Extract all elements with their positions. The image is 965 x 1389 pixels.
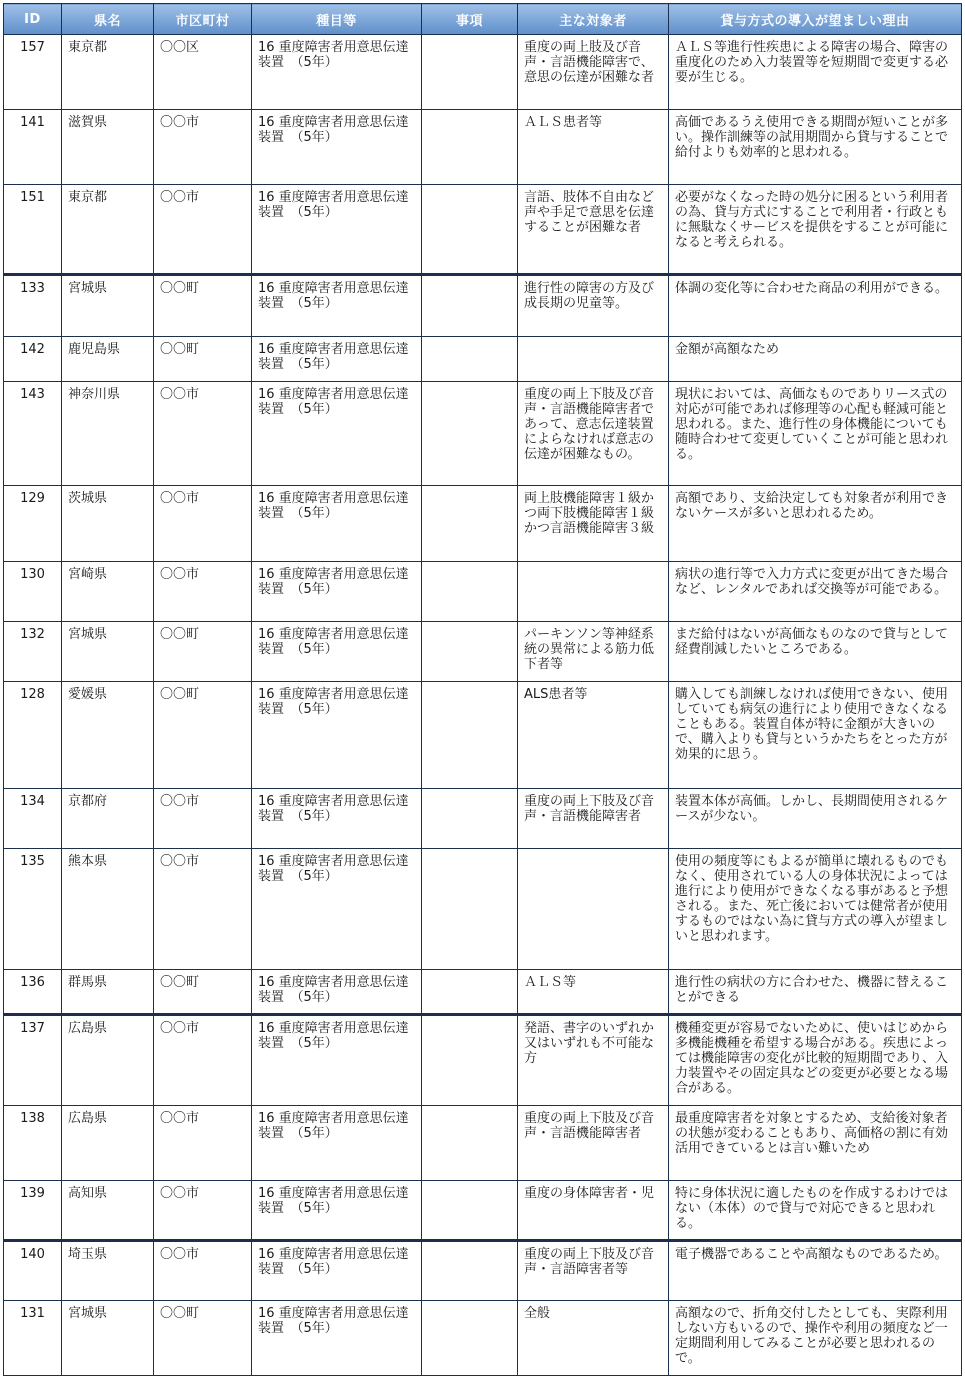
header-reason: 貸与方式の導入が望ましい理由 — [669, 4, 962, 35]
table-row — [4, 789, 962, 849]
table-row — [4, 110, 962, 185]
cell-item-type: 16 重度障害者用意思伝達装置 （5年） — [252, 562, 422, 622]
cell-id: 132 — [4, 622, 62, 682]
cell-target-persons: 重度の両上下肢及び音声・言語障害者等 — [518, 1241, 669, 1301]
cell-municipality: 〇〇市 — [154, 382, 252, 486]
cell-item-type: 16 重度障害者用意思伝達装置 （5年） — [252, 382, 422, 486]
table-row — [4, 970, 962, 1015]
table-row — [4, 337, 962, 382]
header-matter: 事項 — [422, 4, 518, 35]
cell-target-persons: ＡＬＳ等 — [518, 970, 669, 1015]
table-row — [4, 562, 962, 622]
cell-reason: 病状の進行等で入力方式に変更が出てきた場合など、レンタルであれば交換等が可能である。 — [669, 562, 962, 622]
cell-id: 135 — [4, 849, 62, 970]
cell-id: 138 — [4, 1106, 62, 1181]
cell-id: 128 — [4, 682, 62, 789]
table-row — [4, 1106, 962, 1181]
cell-item-type: 16 重度障害者用意思伝達装置 （5年） — [252, 1301, 422, 1376]
cell-target-persons — [518, 849, 669, 970]
cell-matter — [422, 382, 518, 486]
cell-municipality: 〇〇市 — [154, 789, 252, 849]
header-target-persons: 主な対象者 — [518, 4, 669, 35]
header-id: ID — [4, 4, 62, 35]
cell-reason: 機種変更が容易でないために、使いはじめから多機能機種を希望する場合がある。疾患によっては機能障害の変化が比較的短期間であり、入力装置やその固定具などの変更が必要となる場合がある。 — [669, 1015, 962, 1106]
cell-municipality: 〇〇町 — [154, 337, 252, 382]
cell-id: 136 — [4, 970, 62, 1015]
cell-matter — [422, 1241, 518, 1301]
cell-item-type: 16 重度障害者用意思伝達装置 （5年） — [252, 789, 422, 849]
cell-municipality: 〇〇市 — [154, 1241, 252, 1301]
cell-reason: 必要がなくなった時の処分に困るという利用者の為、貸与方式にすることで利用者・行政ともに無駄なくサービスを提供をすることが可能になると考えられる。 — [669, 185, 962, 275]
data-table — [3, 3, 962, 1376]
cell-prefecture: 神奈川県 — [62, 382, 154, 486]
cell-matter — [422, 562, 518, 622]
cell-reason: 装置本体が高価。しかし、長期間使用されるケースが少ない。 — [669, 789, 962, 849]
cell-target-persons: 重度の両上下肢及び音声・言語機能障害者であって、意志伝達装置によらなければ意志の伝達が困難なもの。 — [518, 382, 669, 486]
cell-target-persons: 重度の両上下肢及び音声・言語機能障害者 — [518, 789, 669, 849]
cell-item-type: 16 重度障害者用意思伝達装置 （5年） — [252, 1241, 422, 1301]
cell-municipality: 〇〇市 — [154, 185, 252, 275]
cell-matter — [422, 275, 518, 337]
cell-prefecture: 茨城県 — [62, 486, 154, 562]
cell-item-type: 16 重度障害者用意思伝達装置 （5年） — [252, 970, 422, 1015]
cell-prefecture: 高知県 — [62, 1181, 154, 1241]
cell-id: 131 — [4, 1301, 62, 1376]
cell-reason: 最重度障害者を対象とするため、支給後対象者の状態が変わることもあり、高価格の割に有効活用できているとは言い難いため — [669, 1106, 962, 1181]
cell-prefecture: 宮城県 — [62, 622, 154, 682]
table-row — [4, 622, 962, 682]
cell-matter — [422, 35, 518, 110]
cell-reason: 体調の変化等に合わせた商品の利用ができる。 — [669, 275, 962, 337]
cell-matter — [422, 849, 518, 970]
cell-reason: 進行性の病状の方に合わせた、機器に替えることができる — [669, 970, 962, 1015]
cell-municipality: 〇〇町 — [154, 970, 252, 1015]
cell-municipality: 〇〇町 — [154, 682, 252, 789]
cell-prefecture: 群馬県 — [62, 970, 154, 1015]
cell-item-type: 16 重度障害者用意思伝達装置 （5年） — [252, 35, 422, 110]
table-row — [4, 486, 962, 562]
cell-prefecture: 愛媛県 — [62, 682, 154, 789]
cell-id: 129 — [4, 486, 62, 562]
cell-target-persons: ALS患者等 — [518, 682, 669, 789]
cell-municipality: 〇〇町 — [154, 275, 252, 337]
cell-matter — [422, 682, 518, 789]
table-row — [4, 1181, 962, 1241]
table-row — [4, 1015, 962, 1106]
cell-id: 142 — [4, 337, 62, 382]
cell-matter — [422, 1301, 518, 1376]
cell-municipality: 〇〇市 — [154, 486, 252, 562]
table-row — [4, 35, 962, 110]
cell-id: 134 — [4, 789, 62, 849]
cell-target-persons: パーキンソン等神経系統の異常による筋力低下者等 — [518, 622, 669, 682]
cell-target-persons: 発語、書字のいずれか又はいずれも不可能な方 — [518, 1015, 669, 1106]
cell-id: 137 — [4, 1015, 62, 1106]
cell-matter — [422, 110, 518, 185]
cell-item-type: 16 重度障害者用意思伝達装置 （5年） — [252, 849, 422, 970]
header-prefecture: 県名 — [62, 4, 154, 35]
cell-reason: 高額なので、折角交付したとしても、実際利用しない方もいるので、操作や利用の頻度など一定期間利用してみることが必要と思われるので。 — [669, 1301, 962, 1376]
cell-target-persons: 重度の身体障害者・児 — [518, 1181, 669, 1241]
cell-id: 139 — [4, 1181, 62, 1241]
cell-matter — [422, 789, 518, 849]
cell-municipality: 〇〇町 — [154, 622, 252, 682]
cell-target-persons: ＡＬＳ患者等 — [518, 110, 669, 185]
cell-reason: 現状においては、高価なものでありリース式の対応が可能であれば修理等の心配も軽減可能と思われる。また、進行性の身体機能についても随時合わせて変更していくことが可能と思われる。 — [669, 382, 962, 486]
cell-item-type: 16 重度障害者用意思伝達装置 （5年） — [252, 486, 422, 562]
cell-item-type: 16 重度障害者用意思伝達装置 （5年） — [252, 1106, 422, 1181]
cell-target-persons: 全般 — [518, 1301, 669, 1376]
cell-matter — [422, 1106, 518, 1181]
cell-matter — [422, 622, 518, 682]
cell-reason: 高額であり、支給決定しても対象者が利用できないケースが多いと思われるため。 — [669, 486, 962, 562]
cell-item-type: 16 重度障害者用意思伝達装置 （5年） — [252, 185, 422, 275]
cell-prefecture: 宮崎県 — [62, 562, 154, 622]
cell-target-persons: 進行性の障害の方及び成長期の児童等。 — [518, 275, 669, 337]
cell-municipality: 〇〇市 — [154, 1015, 252, 1106]
cell-matter — [422, 1015, 518, 1106]
cell-matter — [422, 1181, 518, 1241]
cell-prefecture: 鹿児島県 — [62, 337, 154, 382]
cell-target-persons: 言語、肢体不自由など声や手足で意思を伝達することが困難な者 — [518, 185, 669, 275]
cell-matter — [422, 337, 518, 382]
cell-id: 130 — [4, 562, 62, 622]
cell-prefecture: 滋賀県 — [62, 110, 154, 185]
cell-municipality: 〇〇市 — [154, 1181, 252, 1241]
cell-prefecture: 東京都 — [62, 35, 154, 110]
header-item-type: 種目等 — [252, 4, 422, 35]
cell-id: 133 — [4, 275, 62, 337]
cell-municipality: 〇〇市 — [154, 849, 252, 970]
cell-reason: まだ給付はないが高価なものなので貸与として経費削減したいところである。 — [669, 622, 962, 682]
cell-matter — [422, 486, 518, 562]
cell-reason: 使用の頻度等にもよるが簡単に壊れるものでもなく、使用されている人の身体状況によっては進行により使用ができなくなる事があると予想される。また、死亡後においては健常者が使用するものではない為に貸与方式の導入が望ましいと思われます。 — [669, 849, 962, 970]
cell-reason: 購入しても訓練しなければ使用できない、使用していても病気の進行により使用できなくなることもある。装置自体が特に金額が大きいので、購入よりも貸与というかたちをとった方が効果的に思う。 — [669, 682, 962, 789]
cell-prefecture: 東京都 — [62, 185, 154, 275]
cell-reason: 特に身体状況に適したものを作成するわけではない（本体）ので貸与で対応できると思われる。 — [669, 1181, 962, 1241]
table-row — [4, 185, 962, 275]
table-row — [4, 1241, 962, 1301]
cell-matter — [422, 185, 518, 275]
cell-prefecture: 宮城県 — [62, 1301, 154, 1376]
cell-prefecture: 熊本県 — [62, 849, 154, 970]
cell-id: 157 — [4, 35, 62, 110]
cell-prefecture: 広島県 — [62, 1015, 154, 1106]
cell-reason: 電子機器であることや高額なものであるため。 — [669, 1241, 962, 1301]
cell-item-type: 16 重度障害者用意思伝達装置 （5年） — [252, 275, 422, 337]
cell-target-persons — [518, 562, 669, 622]
header-row — [4, 4, 962, 35]
cell-target-persons — [518, 337, 669, 382]
cell-prefecture: 京都府 — [62, 789, 154, 849]
cell-item-type: 16 重度障害者用意思伝達装置 （5年） — [252, 1015, 422, 1106]
cell-prefecture: 宮城県 — [62, 275, 154, 337]
cell-id: 143 — [4, 382, 62, 486]
cell-reason: 金額が高額なため — [669, 337, 962, 382]
cell-matter — [422, 970, 518, 1015]
cell-item-type: 16 重度障害者用意思伝達装置 （5年） — [252, 682, 422, 789]
cell-municipality: 〇〇市 — [154, 562, 252, 622]
cell-municipality: 〇〇市 — [154, 110, 252, 185]
cell-reason: ＡＬＳ等進行性疾患による障害の場合、障害の重度化のため入力装置等を短期間で変更する必要が生じる。 — [669, 35, 962, 110]
cell-municipality: 〇〇市 — [154, 1106, 252, 1181]
cell-target-persons: 重度の両上下肢及び音声・言語機能障害者 — [518, 1106, 669, 1181]
table-row — [4, 275, 962, 337]
cell-item-type: 16 重度障害者用意思伝達装置 （5年） — [252, 622, 422, 682]
cell-prefecture: 埼玉県 — [62, 1241, 154, 1301]
cell-target-persons: 重度の両上肢及び音声・言語機能障害で、意思の伝達が困難な者 — [518, 35, 669, 110]
cell-id: 151 — [4, 185, 62, 275]
cell-target-persons: 両上肢機能障害１級かつ両下肢機能障害１級かつ言語機能障害３級 — [518, 486, 669, 562]
header-municipality: 市区町村 — [154, 4, 252, 35]
cell-municipality: 〇〇町 — [154, 1301, 252, 1376]
table-row — [4, 682, 962, 789]
cell-item-type: 16 重度障害者用意思伝達装置 （5年） — [252, 110, 422, 185]
cell-reason: 高価であるうえ使用できる期間が短いことが多い。操作訓練等の試用期間から貸与することで給付よりも効率的と思われる。 — [669, 110, 962, 185]
cell-id: 140 — [4, 1241, 62, 1301]
cell-prefecture: 広島県 — [62, 1106, 154, 1181]
cell-municipality: 〇〇区 — [154, 35, 252, 110]
cell-item-type: 16 重度障害者用意思伝達装置 （5年） — [252, 337, 422, 382]
cell-id: 141 — [4, 110, 62, 185]
table-row — [4, 1301, 962, 1376]
cell-item-type: 16 重度障害者用意思伝達装置 （5年） — [252, 1181, 422, 1241]
table-row — [4, 849, 962, 970]
table-row — [4, 382, 962, 486]
